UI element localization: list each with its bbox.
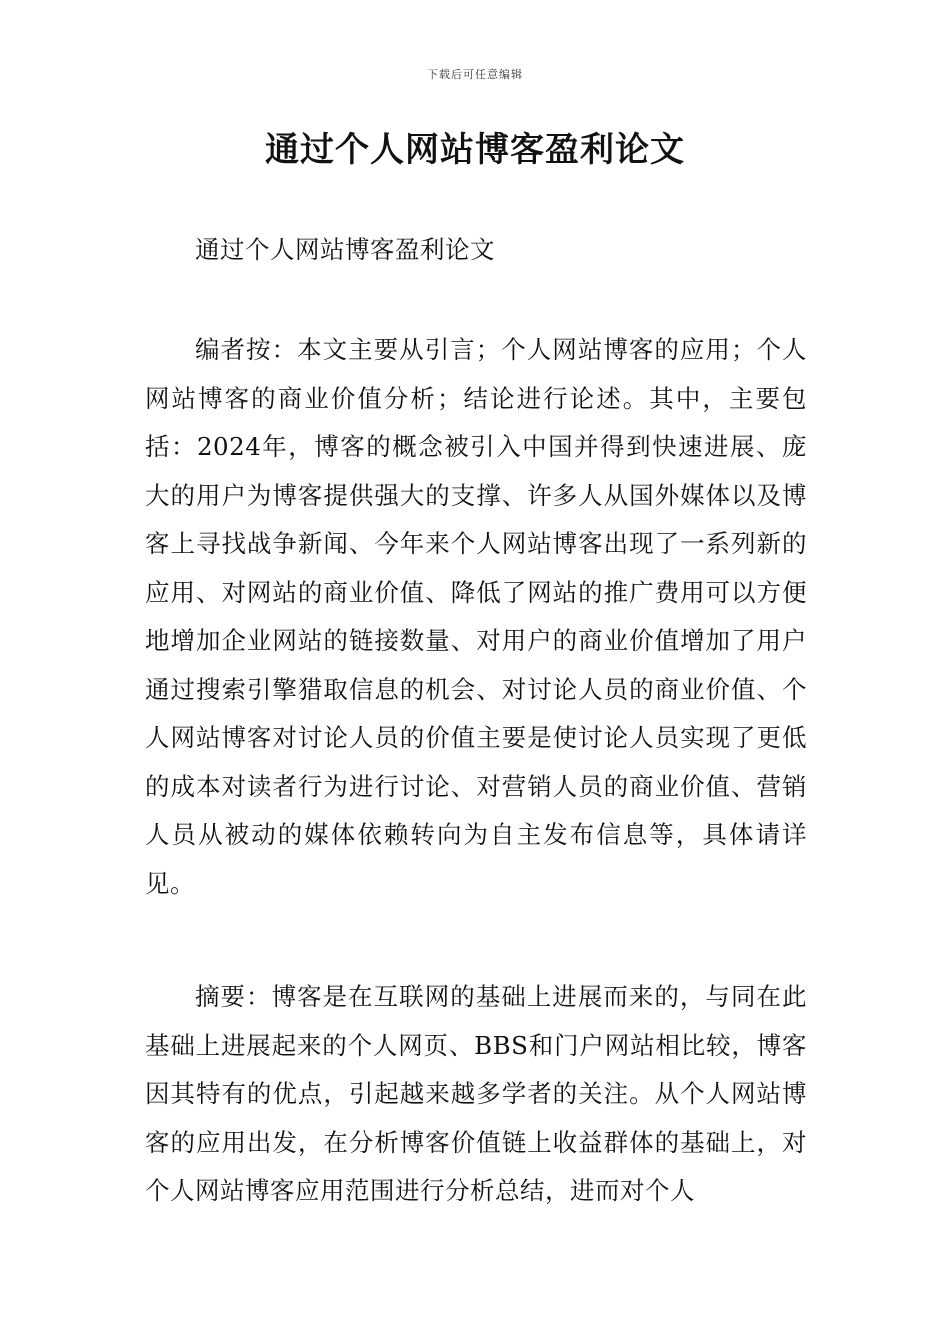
- document-title: 通过个人网站博客盈利论文: [265, 130, 685, 170]
- document-subtitle: 通过个人网站博客盈利论文: [195, 235, 495, 264]
- editor-note-paragraph: 编者按：本文主要从引言；个人网站博客的应用；个人网站博客的商业价值分析；结论进行论述。其中，主要包括：2024年，博客的概念被引入中国并得到快速进展、庞大的用户为博客提供强大的支撑、许多人从国外媒体以及博客上寻找战争新闻、今年来个人网站博客出现了一系列新的应用、对网站的商业价值、降低了网站的推广费用可以方便地增加企业网站的链接数量、对用户的商业价值增加了用户通过搜索引擎猎取信息的机会、对讨论人员的商业价值、个人网站博客对讨论人员的价值主要是使讨论人员实现了更低的成本对读者行为进行讨论、对营销人员的商业价值、营销人员从被动的媒体依赖转向为自主发布信息等，具体请详见。: [145, 335, 807, 898]
- abstract-paragraph: 摘要：博客是在互联网的基础上进展而来的，与同在此基础上进展起来的个人网页、BBS和门户网站相比较，博客因其特有的优点，引起越来越多学者的关注。从个人网站博客的应用出发，在分析博客价值链上收益群体的基础上，对个人网站博客应用范围进行分析总结，进而对个人: [145, 982, 807, 1205]
- header-note: 下载后可任意编辑: [427, 68, 523, 81]
